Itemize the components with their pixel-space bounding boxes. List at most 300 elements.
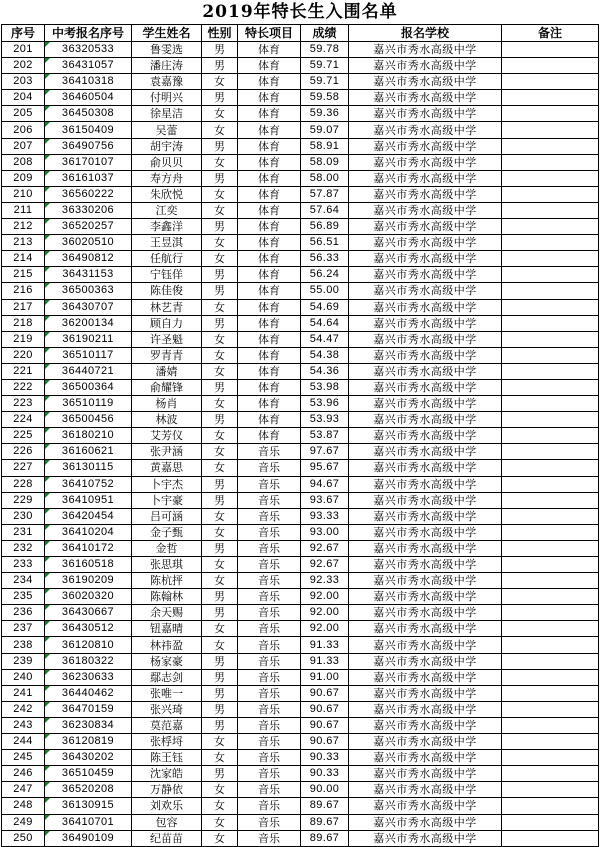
table-row: [2, 750, 599, 766]
cell-school: 嘉兴市秀水高级中学: [349, 830, 502, 846]
header-student-name: 学生姓名: [132, 25, 202, 42]
cell-remarks: [502, 540, 599, 556]
table-row: [2, 573, 599, 589]
cell-student-name: 徐星洁: [132, 106, 202, 122]
table-row: [2, 766, 599, 782]
cell-specialty: 音乐: [238, 766, 301, 782]
cell-specialty: 音乐: [238, 685, 301, 701]
cell-gender: 女: [202, 428, 238, 444]
table-row: [2, 331, 599, 347]
cell-gender: 女: [202, 106, 238, 122]
cell-school: 嘉兴市秀水高级中学: [349, 267, 502, 283]
cell-student-name: 林艺青: [132, 299, 202, 315]
cell-specialty: 体育: [238, 106, 301, 122]
cell-school: 嘉兴市秀水高级中学: [349, 573, 502, 589]
cell-student-name: 李鑫洋: [132, 219, 202, 235]
cell-school: 嘉兴市秀水高级中学: [349, 653, 502, 669]
cell-score: 91.33: [301, 653, 349, 669]
table-row: [2, 798, 599, 814]
cell-student-name: 许圣魁: [132, 331, 202, 347]
cell-remarks: [502, 299, 599, 315]
cell-specialty: 音乐: [238, 814, 301, 830]
cell-exam-number: 36320533: [45, 42, 132, 58]
cell-specialty: 体育: [238, 396, 301, 412]
cell-student-name: 江奕: [132, 202, 202, 218]
cell-gender: 女: [202, 750, 238, 766]
cell-remarks: [502, 74, 599, 90]
header-school: 报名学校: [349, 25, 502, 42]
cell-school: 嘉兴市秀水高级中学: [349, 540, 502, 556]
cell-specialty: 音乐: [238, 589, 301, 605]
cell-gender: 女: [202, 460, 238, 476]
cell-specialty: 体育: [238, 267, 301, 283]
cell-exam-number: 36130915: [45, 798, 132, 814]
cell-gender: 男: [202, 138, 238, 154]
table-row: [2, 685, 599, 701]
cell-student-name: 张思琪: [132, 557, 202, 573]
cell-remarks: [502, 492, 599, 508]
table-row: [2, 782, 599, 798]
cell-specialty: 音乐: [238, 540, 301, 556]
cell-exam-number: 36431153: [45, 267, 132, 283]
header-seq: 序号: [2, 25, 45, 42]
cell-exam-number: 36460504: [45, 90, 132, 106]
cell-score: 59.71: [301, 58, 349, 74]
cell-school: 嘉兴市秀水高级中学: [349, 347, 502, 363]
cell-school: 嘉兴市秀水高级中学: [349, 106, 502, 122]
cell-seq: 237: [2, 621, 45, 637]
cell-seq: 209: [2, 170, 45, 186]
cell-score: 54.69: [301, 299, 349, 315]
cell-gender: 女: [202, 782, 238, 798]
cell-seq: 201: [2, 42, 45, 58]
cell-exam-number: 36180322: [45, 653, 132, 669]
cell-school: 嘉兴市秀水高级中学: [349, 701, 502, 717]
cell-gender: 男: [202, 766, 238, 782]
cell-student-name: 艾芳仪: [132, 428, 202, 444]
cell-exam-number: 36330206: [45, 202, 132, 218]
cell-remarks: [502, 621, 599, 637]
cell-score: 57.87: [301, 186, 349, 202]
cell-student-name: 卜宇杰: [132, 476, 202, 492]
cell-score: 91.33: [301, 637, 349, 653]
cell-exam-number: 36230633: [45, 669, 132, 685]
cell-remarks: [502, 717, 599, 733]
table-row: [2, 717, 599, 733]
cell-student-name: 陈佳俊: [132, 283, 202, 299]
cell-specialty: 音乐: [238, 605, 301, 621]
cell-specialty: 音乐: [238, 717, 301, 733]
cell-specialty: 体育: [238, 170, 301, 186]
cell-score: 56.24: [301, 267, 349, 283]
cell-seq: 248: [2, 798, 45, 814]
cell-seq: 203: [2, 74, 45, 90]
table-row: [2, 669, 599, 685]
cell-score: 54.36: [301, 363, 349, 379]
cell-gender: 女: [202, 363, 238, 379]
cell-school: 嘉兴市秀水高级中学: [349, 589, 502, 605]
cell-specialty: 音乐: [238, 637, 301, 653]
cell-exam-number: 36020320: [45, 589, 132, 605]
cell-exam-number: 36160518: [45, 557, 132, 573]
cell-remarks: [502, 202, 599, 218]
cell-score: 90.33: [301, 750, 349, 766]
cell-gender: 女: [202, 830, 238, 846]
cell-remarks: [502, 90, 599, 106]
cell-school: 嘉兴市秀水高级中学: [349, 363, 502, 379]
cell-student-name: 吕可涵: [132, 508, 202, 524]
cell-gender: 女: [202, 621, 238, 637]
cell-remarks: [502, 154, 599, 170]
cell-seq: 217: [2, 299, 45, 315]
table-row: [2, 219, 599, 235]
cell-seq: 238: [2, 637, 45, 653]
cell-gender: 男: [202, 653, 238, 669]
table-row: [2, 347, 599, 363]
cell-remarks: [502, 122, 599, 138]
cell-exam-number: 36160621: [45, 444, 132, 460]
cell-score: 55.00: [301, 283, 349, 299]
cell-school: 嘉兴市秀水高级中学: [349, 444, 502, 460]
cell-remarks: [502, 235, 599, 251]
cell-exam-number: 36430202: [45, 750, 132, 766]
cell-remarks: [502, 331, 599, 347]
table-row: [2, 830, 599, 846]
cell-student-name: 张桴埒: [132, 734, 202, 750]
cell-specialty: 体育: [238, 58, 301, 74]
cell-gender: 男: [202, 605, 238, 621]
cell-specialty: 体育: [238, 315, 301, 331]
table-row: [2, 734, 599, 750]
cell-score: 59.71: [301, 74, 349, 90]
header-row: [2, 25, 599, 42]
cell-seq: 239: [2, 653, 45, 669]
table-row: [2, 508, 599, 524]
cell-school: 嘉兴市秀水高级中学: [349, 782, 502, 798]
cell-exam-number: 36440721: [45, 363, 132, 379]
cell-school: 嘉兴市秀水高级中学: [349, 734, 502, 750]
cell-exam-number: 36440462: [45, 685, 132, 701]
cell-seq: 207: [2, 138, 45, 154]
cell-remarks: [502, 557, 599, 573]
cell-school: 嘉兴市秀水高级中学: [349, 685, 502, 701]
cell-score: 89.67: [301, 798, 349, 814]
cell-gender: 女: [202, 557, 238, 573]
cell-student-name: 林波: [132, 412, 202, 428]
cell-exam-number: 36430707: [45, 299, 132, 315]
cell-exam-number: 36170107: [45, 154, 132, 170]
cell-school: 嘉兴市秀水高级中学: [349, 621, 502, 637]
cell-gender: 女: [202, 734, 238, 750]
cell-gender: 女: [202, 331, 238, 347]
cell-seq: 215: [2, 267, 45, 283]
cell-score: 59.58: [301, 90, 349, 106]
cell-remarks: [502, 138, 599, 154]
cell-school: 嘉兴市秀水高级中学: [349, 669, 502, 685]
cell-student-name: 沈家皓: [132, 766, 202, 782]
cell-specialty: 音乐: [238, 573, 301, 589]
cell-score: 92.00: [301, 605, 349, 621]
cell-student-name: 黄嘉思: [132, 460, 202, 476]
cell-specialty: 音乐: [238, 830, 301, 846]
table-row: [2, 154, 599, 170]
cell-specialty: 音乐: [238, 524, 301, 540]
cell-score: 95.67: [301, 460, 349, 476]
cell-seq: 213: [2, 235, 45, 251]
cell-gender: 男: [202, 492, 238, 508]
header-gender: 性别: [202, 25, 238, 42]
cell-student-name: 罗青青: [132, 347, 202, 363]
cell-school: 嘉兴市秀水高级中学: [349, 476, 502, 492]
cell-remarks: [502, 669, 599, 685]
cell-seq: 225: [2, 428, 45, 444]
cell-gender: 男: [202, 412, 238, 428]
cell-specialty: 音乐: [238, 476, 301, 492]
table-row: [2, 42, 599, 58]
cell-exam-number: 36490756: [45, 138, 132, 154]
cell-seq: 202: [2, 58, 45, 74]
cell-gender: 女: [202, 508, 238, 524]
cell-student-name: 潘婧: [132, 363, 202, 379]
cell-seq: 206: [2, 122, 45, 138]
cell-student-name: 张唯一: [132, 685, 202, 701]
cell-specialty: 体育: [238, 363, 301, 379]
cell-exam-number: 36020510: [45, 235, 132, 251]
cell-score: 92.67: [301, 557, 349, 573]
cell-score: 92.33: [301, 573, 349, 589]
cell-student-name: 杨肖: [132, 396, 202, 412]
cell-remarks: [502, 428, 599, 444]
cell-exam-number: 36450308: [45, 106, 132, 122]
table-row: [2, 315, 599, 331]
cell-seq: 243: [2, 717, 45, 733]
cell-seq: 247: [2, 782, 45, 798]
cell-remarks: [502, 685, 599, 701]
cell-score: 54.47: [301, 331, 349, 347]
table-row: [2, 412, 599, 428]
cell-seq: 222: [2, 379, 45, 395]
cell-school: 嘉兴市秀水高级中学: [349, 186, 502, 202]
cell-seq: 241: [2, 685, 45, 701]
table-row: [2, 460, 599, 476]
cell-gender: 女: [202, 186, 238, 202]
table-row: [2, 396, 599, 412]
cell-gender: 男: [202, 90, 238, 106]
cell-seq: 219: [2, 331, 45, 347]
cell-gender: 男: [202, 717, 238, 733]
cell-exam-number: 36510117: [45, 347, 132, 363]
cell-score: 92.67: [301, 540, 349, 556]
cell-school: 嘉兴市秀水高级中学: [349, 122, 502, 138]
cell-remarks: [502, 170, 599, 186]
cell-school: 嘉兴市秀水高级中学: [349, 460, 502, 476]
cell-school: 嘉兴市秀水高级中学: [349, 42, 502, 58]
cell-exam-number: 36520208: [45, 782, 132, 798]
cell-gender: 男: [202, 58, 238, 74]
cell-remarks: [502, 766, 599, 782]
cell-exam-number: 36500456: [45, 412, 132, 428]
cell-seq: 226: [2, 444, 45, 460]
cell-school: 嘉兴市秀水高级中学: [349, 717, 502, 733]
cell-gender: 男: [202, 669, 238, 685]
cell-remarks: [502, 186, 599, 202]
cell-seq: 228: [2, 476, 45, 492]
cell-gender: 男: [202, 589, 238, 605]
cell-score: 94.67: [301, 476, 349, 492]
cell-seq: 229: [2, 492, 45, 508]
cell-school: 嘉兴市秀水高级中学: [349, 766, 502, 782]
cell-seq: 208: [2, 154, 45, 170]
cell-student-name: 朱欣悦: [132, 186, 202, 202]
cell-seq: 224: [2, 412, 45, 428]
cell-exam-number: 36510459: [45, 766, 132, 782]
cell-score: 58.09: [301, 154, 349, 170]
cell-gender: 男: [202, 315, 238, 331]
cell-seq: 231: [2, 524, 45, 540]
cell-specialty: 体育: [238, 90, 301, 106]
header-score: 成绩: [301, 25, 349, 42]
cell-score: 54.64: [301, 315, 349, 331]
cell-student-name: 钮嘉晴: [132, 621, 202, 637]
cell-score: 57.64: [301, 202, 349, 218]
cell-student-name: 莫范嘉: [132, 717, 202, 733]
cell-gender: 女: [202, 573, 238, 589]
cell-seq: 214: [2, 251, 45, 267]
cell-gender: 男: [202, 540, 238, 556]
cell-student-name: 鲁雯选: [132, 42, 202, 58]
cell-seq: 249: [2, 814, 45, 830]
cell-exam-number: 36431057: [45, 58, 132, 74]
cell-score: 53.93: [301, 412, 349, 428]
cell-student-name: 金哲: [132, 540, 202, 556]
cell-specialty: 音乐: [238, 750, 301, 766]
cell-score: 90.33: [301, 766, 349, 782]
cell-school: 嘉兴市秀水高级中学: [349, 154, 502, 170]
cell-exam-number: 36180210: [45, 428, 132, 444]
cell-remarks: [502, 42, 599, 58]
cell-specialty: 音乐: [238, 734, 301, 750]
table-row: [2, 283, 599, 299]
cell-school: 嘉兴市秀水高级中学: [349, 428, 502, 444]
cell-specialty: 体育: [238, 283, 301, 299]
cell-gender: 男: [202, 476, 238, 492]
cell-exam-number: 36490812: [45, 251, 132, 267]
cell-student-name: 张兴琦: [132, 701, 202, 717]
cell-exam-number: 36130115: [45, 460, 132, 476]
cell-student-name: 宁钰佯: [132, 267, 202, 283]
cell-remarks: [502, 315, 599, 331]
cell-score: 53.98: [301, 379, 349, 395]
cell-seq: 246: [2, 766, 45, 782]
cell-exam-number: 36500363: [45, 283, 132, 299]
cell-specialty: 体育: [238, 379, 301, 395]
cell-seq: 223: [2, 396, 45, 412]
table-row: [2, 653, 599, 669]
cell-student-name: 林祎盈: [132, 637, 202, 653]
cell-seq: 205: [2, 106, 45, 122]
cell-specialty: 体育: [238, 412, 301, 428]
cell-score: 91.00: [301, 669, 349, 685]
cell-school: 嘉兴市秀水高级中学: [349, 605, 502, 621]
cell-school: 嘉兴市秀水高级中学: [349, 557, 502, 573]
cell-gender: 女: [202, 814, 238, 830]
header-specialty: 特长项目: [238, 25, 301, 42]
cell-exam-number: 36560222: [45, 186, 132, 202]
cell-exam-number: 36420454: [45, 508, 132, 524]
table-row: [2, 122, 599, 138]
header-exam-number: 中考报名序号: [45, 25, 132, 42]
cell-student-name: 袁嘉豫: [132, 74, 202, 90]
cell-seq: 227: [2, 460, 45, 476]
cell-gender: 女: [202, 444, 238, 460]
cell-specialty: 体育: [238, 122, 301, 138]
cell-specialty: 体育: [238, 251, 301, 267]
cell-student-name: 胡宇涛: [132, 138, 202, 154]
cell-score: 53.96: [301, 396, 349, 412]
cell-score: 58.91: [301, 138, 349, 154]
cell-seq: 240: [2, 669, 45, 685]
table-row: [2, 251, 599, 267]
cell-seq: 234: [2, 573, 45, 589]
cell-specialty: 音乐: [238, 460, 301, 476]
cell-gender: 女: [202, 637, 238, 653]
cell-remarks: [502, 106, 599, 122]
cell-gender: 女: [202, 122, 238, 138]
cell-specialty: 音乐: [238, 653, 301, 669]
cell-score: 93.33: [301, 508, 349, 524]
cell-exam-number: 36410204: [45, 524, 132, 540]
cell-gender: 男: [202, 701, 238, 717]
cell-score: 59.36: [301, 106, 349, 122]
cell-remarks: [502, 524, 599, 540]
cell-gender: 男: [202, 219, 238, 235]
cell-school: 嘉兴市秀水高级中学: [349, 58, 502, 74]
cell-specialty: 体育: [238, 347, 301, 363]
cell-student-name: 俞贝贝: [132, 154, 202, 170]
cell-seq: 218: [2, 315, 45, 331]
cell-score: 93.67: [301, 492, 349, 508]
cell-gender: 女: [202, 154, 238, 170]
cell-student-name: 包容: [132, 814, 202, 830]
cell-score: 56.51: [301, 235, 349, 251]
cell-exam-number: 36430512: [45, 621, 132, 637]
cell-school: 嘉兴市秀水高级中学: [349, 798, 502, 814]
cell-gender: 女: [202, 347, 238, 363]
table-row: [2, 589, 599, 605]
cell-school: 嘉兴市秀水高级中学: [349, 331, 502, 347]
cell-school: 嘉兴市秀水高级中学: [349, 251, 502, 267]
table-row: [2, 444, 599, 460]
cell-gender: 女: [202, 74, 238, 90]
cell-specialty: 体育: [238, 428, 301, 444]
cell-specialty: 体育: [238, 331, 301, 347]
cell-exam-number: 36410951: [45, 492, 132, 508]
cell-exam-number: 36410701: [45, 814, 132, 830]
cell-student-name: 万静依: [132, 782, 202, 798]
cell-specialty: 体育: [238, 235, 301, 251]
cell-specialty: 体育: [238, 154, 301, 170]
cell-exam-number: 36490109: [45, 830, 132, 846]
cell-gender: 男: [202, 42, 238, 58]
cell-school: 嘉兴市秀水高级中学: [349, 379, 502, 395]
cell-remarks: [502, 460, 599, 476]
table-row: [2, 170, 599, 186]
cell-exam-number: 36520257: [45, 219, 132, 235]
cell-score: 90.67: [301, 734, 349, 750]
cell-seq: 244: [2, 734, 45, 750]
cell-specialty: 音乐: [238, 492, 301, 508]
table-row: [2, 557, 599, 573]
